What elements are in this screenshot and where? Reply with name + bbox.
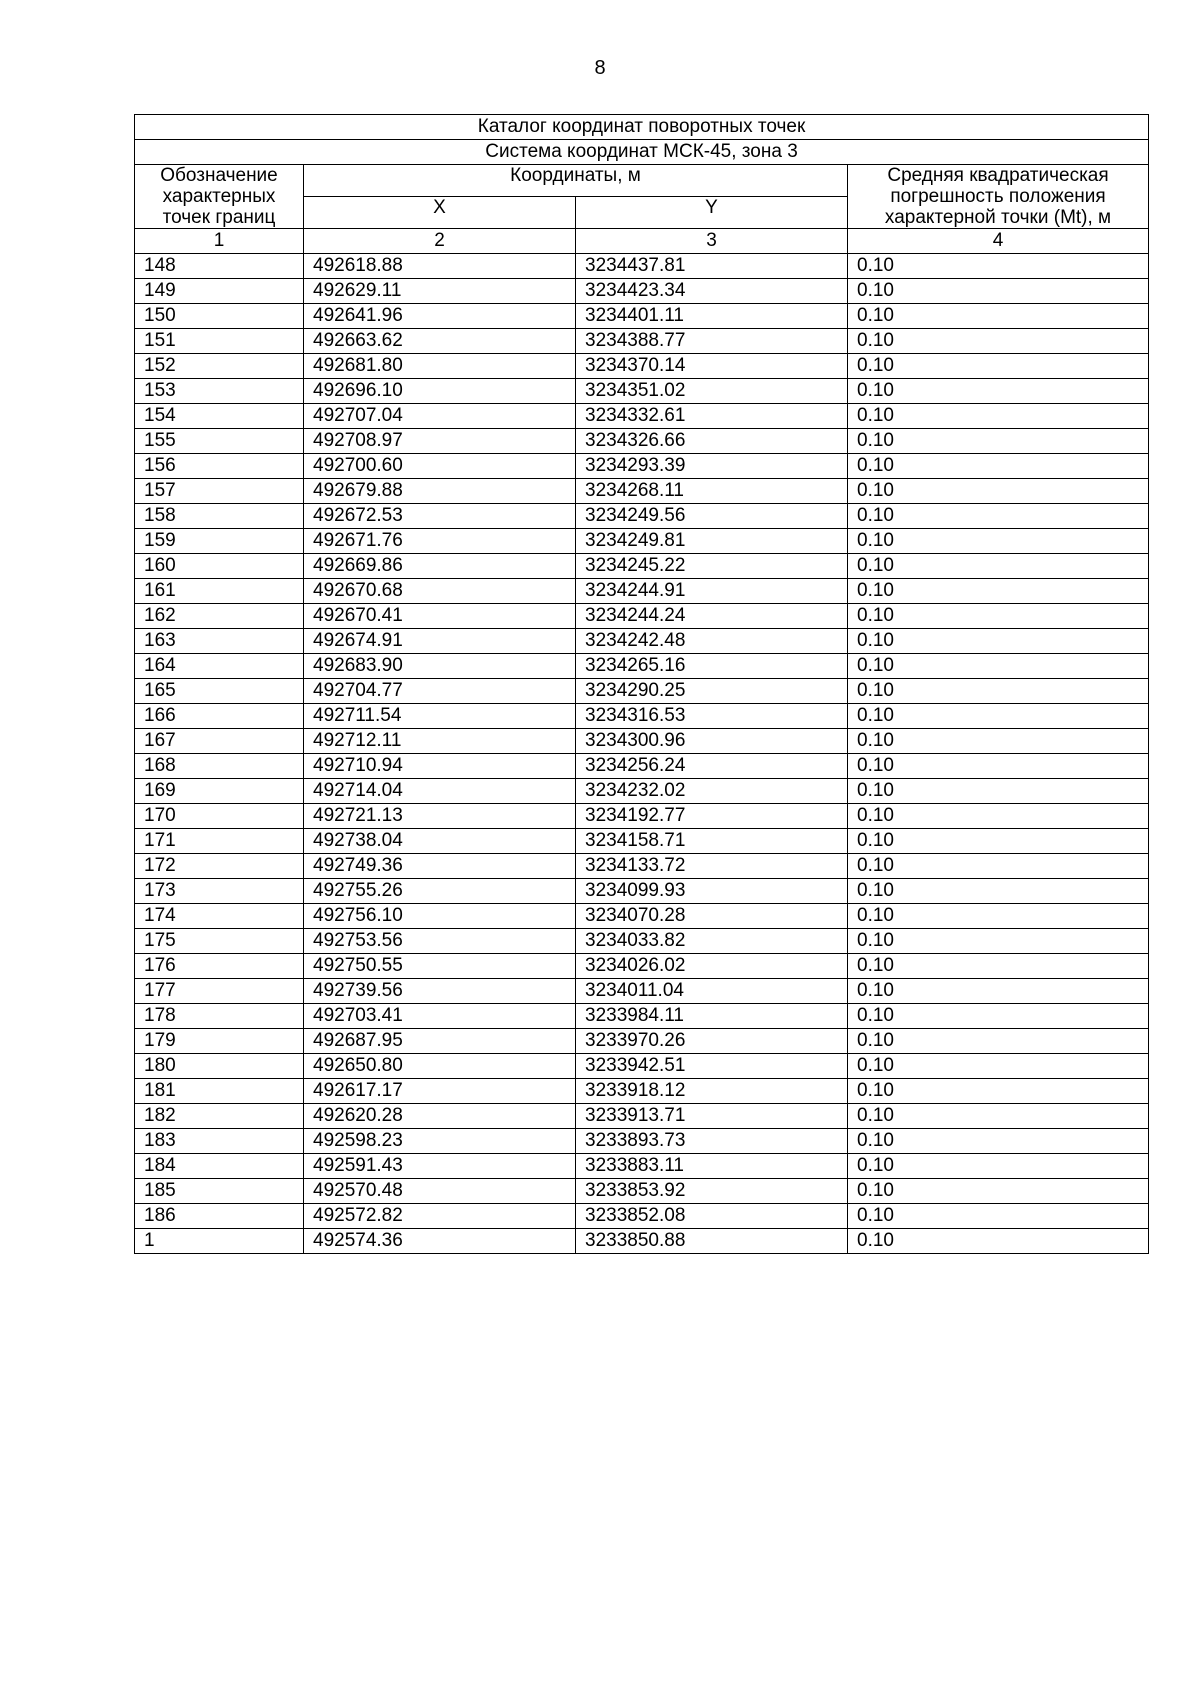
x-coordinate-cell: 492617.17 (304, 1079, 576, 1104)
y-coordinate-cell: 3234242.48 (576, 629, 848, 654)
y-coordinate-cell: 3234244.24 (576, 604, 848, 629)
table-row (135, 429, 1149, 454)
point-number-cell: 186 (135, 1204, 304, 1229)
error-cell: 0.10 (848, 1229, 1149, 1254)
point-number-cell: 154 (135, 404, 304, 429)
error-cell: 0.10 (848, 454, 1149, 479)
x-coordinate-cell: 492700.60 (304, 454, 576, 479)
table-title: Каталог координат поворотных точек (135, 115, 1149, 140)
x-coordinate-cell: 492650.80 (304, 1054, 576, 1079)
x-coordinate-cell: 492710.94 (304, 754, 576, 779)
y-coordinate-cell: 3234133.72 (576, 854, 848, 879)
error-cell: 0.10 (848, 1104, 1149, 1129)
table-row (135, 1029, 1149, 1054)
x-coordinate-cell: 492629.11 (304, 279, 576, 304)
point-number-cell: 150 (135, 304, 304, 329)
x-coordinate-cell: 492618.88 (304, 254, 576, 279)
point-number-cell: 184 (135, 1154, 304, 1179)
table-row (135, 704, 1149, 729)
x-coordinate-cell: 492749.36 (304, 854, 576, 879)
column-number-2: 2 (304, 229, 576, 254)
point-number-cell: 161 (135, 579, 304, 604)
x-coordinate-cell: 492572.82 (304, 1204, 576, 1229)
point-number-cell: 159 (135, 529, 304, 554)
point-number-cell: 180 (135, 1054, 304, 1079)
y-coordinate-cell: 3233942.51 (576, 1054, 848, 1079)
table-row (135, 454, 1149, 479)
y-coordinate-cell: 3233893.73 (576, 1129, 848, 1154)
y-coordinate-cell: 3233984.11 (576, 1004, 848, 1029)
x-coordinate-cell: 492663.62 (304, 329, 576, 354)
error-cell: 0.10 (848, 954, 1149, 979)
x-coordinate-cell: 492696.10 (304, 379, 576, 404)
error-cell: 0.10 (848, 1004, 1149, 1029)
point-number-cell: 173 (135, 879, 304, 904)
y-coordinate-cell: 3234300.96 (576, 729, 848, 754)
error-cell: 0.10 (848, 979, 1149, 1004)
table-row (135, 604, 1149, 629)
header-coordinates (304, 165, 848, 197)
error-cell: 0.10 (848, 1029, 1149, 1054)
x-coordinate-cell: 492679.88 (304, 479, 576, 504)
table-row (135, 1104, 1149, 1129)
point-number-cell: 169 (135, 779, 304, 804)
table-row (135, 404, 1149, 429)
x-coordinate-cell: 492739.56 (304, 979, 576, 1004)
x-coordinate-cell: 492672.53 (304, 504, 576, 529)
x-coordinate-cell: 492683.90 (304, 654, 576, 679)
header-row (135, 165, 1149, 197)
table-row (135, 1054, 1149, 1079)
y-coordinate-cell: 3234026.02 (576, 954, 848, 979)
table-row (135, 804, 1149, 829)
y-coordinate-cell: 3234099.93 (576, 879, 848, 904)
y-coordinate-cell: 3233970.26 (576, 1029, 848, 1054)
y-coordinate-cell: 3234033.82 (576, 929, 848, 954)
y-coordinate-cell: 3234232.02 (576, 779, 848, 804)
header-x: X (304, 197, 576, 229)
y-coordinate-cell: 3234158.71 (576, 829, 848, 854)
error-cell: 0.10 (848, 754, 1149, 779)
table-row (135, 579, 1149, 604)
error-cell: 0.10 (848, 654, 1149, 679)
point-number-cell: 183 (135, 1129, 304, 1154)
error-cell: 0.10 (848, 854, 1149, 879)
point-number-cell: 171 (135, 829, 304, 854)
y-coordinate-cell: 3234249.81 (576, 529, 848, 554)
error-cell: 0.10 (848, 429, 1149, 454)
y-coordinate-cell: 3234332.61 (576, 404, 848, 429)
point-number-cell: 157 (135, 479, 304, 504)
y-coordinate-cell: 3234293.39 (576, 454, 848, 479)
y-coordinate-cell: 3234245.22 (576, 554, 848, 579)
point-number-cell: 149 (135, 279, 304, 304)
point-number-cell: 168 (135, 754, 304, 779)
table-row (135, 679, 1149, 704)
error-cell: 0.10 (848, 829, 1149, 854)
error-cell: 0.10 (848, 1204, 1149, 1229)
point-number-cell: 172 (135, 854, 304, 879)
x-coordinate-cell: 492671.76 (304, 529, 576, 554)
error-cell: 0.10 (848, 354, 1149, 379)
point-number-cell: 181 (135, 1079, 304, 1104)
x-coordinate-cell: 492714.04 (304, 779, 576, 804)
point-number-cell: 156 (135, 454, 304, 479)
point-number-cell: 179 (135, 1029, 304, 1054)
y-coordinate-cell: 3234351.02 (576, 379, 848, 404)
header-designation: Обозначение характерных точек границ (135, 165, 304, 229)
table-row (135, 279, 1149, 304)
table-row (135, 929, 1149, 954)
point-number-cell: 151 (135, 329, 304, 354)
error-cell: 0.10 (848, 1079, 1149, 1104)
error-cell: 0.10 (848, 479, 1149, 504)
point-number-cell: 152 (135, 354, 304, 379)
table-row (135, 1229, 1149, 1254)
x-coordinate-cell: 492574.36 (304, 1229, 576, 1254)
table-row (135, 729, 1149, 754)
y-coordinate-cell: 3234326.66 (576, 429, 848, 454)
coordinates-catalog-table (134, 114, 1149, 1254)
table-row (135, 1004, 1149, 1029)
x-coordinate-cell: 492620.28 (304, 1104, 576, 1129)
x-coordinate-cell: 492674.91 (304, 629, 576, 654)
y-coordinate-cell: 3234011.04 (576, 979, 848, 1004)
y-coordinate-cell: 3234370.14 (576, 354, 848, 379)
y-coordinate-cell: 3233850.88 (576, 1229, 848, 1254)
error-cell: 0.10 (848, 1179, 1149, 1204)
error-cell: 0.10 (848, 1154, 1149, 1179)
x-coordinate-cell: 492753.56 (304, 929, 576, 954)
x-coordinate-cell: 492738.04 (304, 829, 576, 854)
point-number-cell: 158 (135, 504, 304, 529)
error-cell: 0.10 (848, 704, 1149, 729)
y-coordinate-cell: 3234268.11 (576, 479, 848, 504)
error-cell: 0.10 (848, 629, 1149, 654)
table-row (135, 1154, 1149, 1179)
table-row (135, 779, 1149, 804)
y-coordinate-cell: 3233913.71 (576, 1104, 848, 1129)
x-coordinate-cell: 492712.11 (304, 729, 576, 754)
x-coordinate-cell: 492750.55 (304, 954, 576, 979)
point-number-cell: 175 (135, 929, 304, 954)
error-cell: 0.10 (848, 679, 1149, 704)
error-cell: 0.10 (848, 1129, 1149, 1154)
y-coordinate-cell: 3234290.25 (576, 679, 848, 704)
y-coordinate-cell: 3233852.08 (576, 1204, 848, 1229)
y-coordinate-cell: 3234388.77 (576, 329, 848, 354)
point-number-cell: 163 (135, 629, 304, 654)
error-cell: 0.10 (848, 929, 1149, 954)
x-coordinate-cell: 492641.96 (304, 304, 576, 329)
table-subtitle-row (135, 140, 1149, 165)
table-row (135, 304, 1149, 329)
error-cell: 0.10 (848, 529, 1149, 554)
header-y: Y (576, 197, 848, 229)
table-row (135, 979, 1149, 1004)
point-number-cell: 176 (135, 954, 304, 979)
point-number-cell: 165 (135, 679, 304, 704)
error-cell: 0.10 (848, 879, 1149, 904)
y-coordinate-cell: 3234244.91 (576, 579, 848, 604)
column-number-1: 1 (135, 229, 304, 254)
point-number-cell: 170 (135, 804, 304, 829)
y-coordinate-cell: 3234265.16 (576, 654, 848, 679)
point-number-cell: 177 (135, 979, 304, 1004)
point-number-cell: 155 (135, 429, 304, 454)
x-coordinate-cell: 492756.10 (304, 904, 576, 929)
y-coordinate-cell: 3234423.34 (576, 279, 848, 304)
y-coordinate-cell: 3233853.92 (576, 1179, 848, 1204)
table-row (135, 554, 1149, 579)
x-coordinate-cell: 492721.13 (304, 804, 576, 829)
table-row (135, 479, 1149, 504)
x-coordinate-cell: 492670.68 (304, 579, 576, 604)
y-coordinate-cell: 3234192.77 (576, 804, 848, 829)
error-cell: 0.10 (848, 329, 1149, 354)
x-coordinate-cell: 492755.26 (304, 879, 576, 904)
table-row (135, 1129, 1149, 1154)
x-coordinate-cell: 492711.54 (304, 704, 576, 729)
table-row (135, 1079, 1149, 1104)
header-error: Средняя квадратическая погрешность положения характерной точки (Mt), м (848, 165, 1149, 229)
error-cell: 0.10 (848, 579, 1149, 604)
x-coordinate-cell: 492570.48 (304, 1179, 576, 1204)
column-number-3: 3 (576, 229, 848, 254)
y-coordinate-cell: 3234401.11 (576, 304, 848, 329)
point-number-cell: 167 (135, 729, 304, 754)
header-coordinates-text: Координаты, м (510, 165, 641, 186)
table-row (135, 504, 1149, 529)
x-coordinate-cell: 492707.04 (304, 404, 576, 429)
x-coordinate-cell: 492704.77 (304, 679, 576, 704)
point-number-cell: 182 (135, 1104, 304, 1129)
column-numbers-row (135, 229, 1149, 254)
point-number-cell: 160 (135, 554, 304, 579)
table-row (135, 329, 1149, 354)
error-cell: 0.10 (848, 554, 1149, 579)
error-cell: 0.10 (848, 504, 1149, 529)
table-row (135, 904, 1149, 929)
point-number-cell: 178 (135, 1004, 304, 1029)
point-number-cell: 153 (135, 379, 304, 404)
error-cell: 0.10 (848, 279, 1149, 304)
page-number: 8 (594, 57, 606, 79)
table-row (135, 354, 1149, 379)
x-coordinate-cell: 492703.41 (304, 1004, 576, 1029)
point-number-cell: 174 (135, 904, 304, 929)
table-subtitle: Система координат МСК-45, зона 3 (135, 140, 1149, 165)
x-coordinate-cell: 492708.97 (304, 429, 576, 454)
table-title-row (135, 115, 1149, 140)
point-number-cell: 162 (135, 604, 304, 629)
table-row (135, 754, 1149, 779)
x-coordinate-cell: 492591.43 (304, 1154, 576, 1179)
table-row (135, 654, 1149, 679)
x-coordinate-cell: 492681.80 (304, 354, 576, 379)
point-number-cell: 166 (135, 704, 304, 729)
catalog-table-body (135, 115, 1149, 1254)
table-row (135, 254, 1149, 279)
table-row (135, 1204, 1149, 1229)
table-row (135, 529, 1149, 554)
y-coordinate-cell: 3234437.81 (576, 254, 848, 279)
y-coordinate-cell: 3233918.12 (576, 1079, 848, 1104)
error-cell: 0.10 (848, 254, 1149, 279)
error-cell: 0.10 (848, 404, 1149, 429)
x-coordinate-cell: 492687.95 (304, 1029, 576, 1054)
x-coordinate-cell: 492598.23 (304, 1129, 576, 1154)
y-coordinate-cell: 3234316.53 (576, 704, 848, 729)
point-number-cell: 148 (135, 254, 304, 279)
point-number-cell: 185 (135, 1179, 304, 1204)
table-row (135, 854, 1149, 879)
table-row (135, 954, 1149, 979)
table-row (135, 379, 1149, 404)
table-row (135, 879, 1149, 904)
error-cell: 0.10 (848, 1054, 1149, 1079)
x-coordinate-cell: 492669.86 (304, 554, 576, 579)
error-cell: 0.10 (848, 304, 1149, 329)
table-row (135, 829, 1149, 854)
point-number-cell: 1 (135, 1229, 304, 1254)
error-cell: 0.10 (848, 729, 1149, 754)
y-coordinate-cell: 3234070.28 (576, 904, 848, 929)
error-cell: 0.10 (848, 779, 1149, 804)
y-coordinate-cell: 3234256.24 (576, 754, 848, 779)
column-number-4: 4 (848, 229, 1149, 254)
error-cell: 0.10 (848, 379, 1149, 404)
error-cell: 0.10 (848, 904, 1149, 929)
y-coordinate-cell: 3233883.11 (576, 1154, 848, 1179)
table-row (135, 629, 1149, 654)
x-coordinate-cell: 492670.41 (304, 604, 576, 629)
y-coordinate-cell: 3234249.56 (576, 504, 848, 529)
error-cell: 0.10 (848, 804, 1149, 829)
table-row (135, 1179, 1149, 1204)
error-cell: 0.10 (848, 604, 1149, 629)
point-number-cell: 164 (135, 654, 304, 679)
